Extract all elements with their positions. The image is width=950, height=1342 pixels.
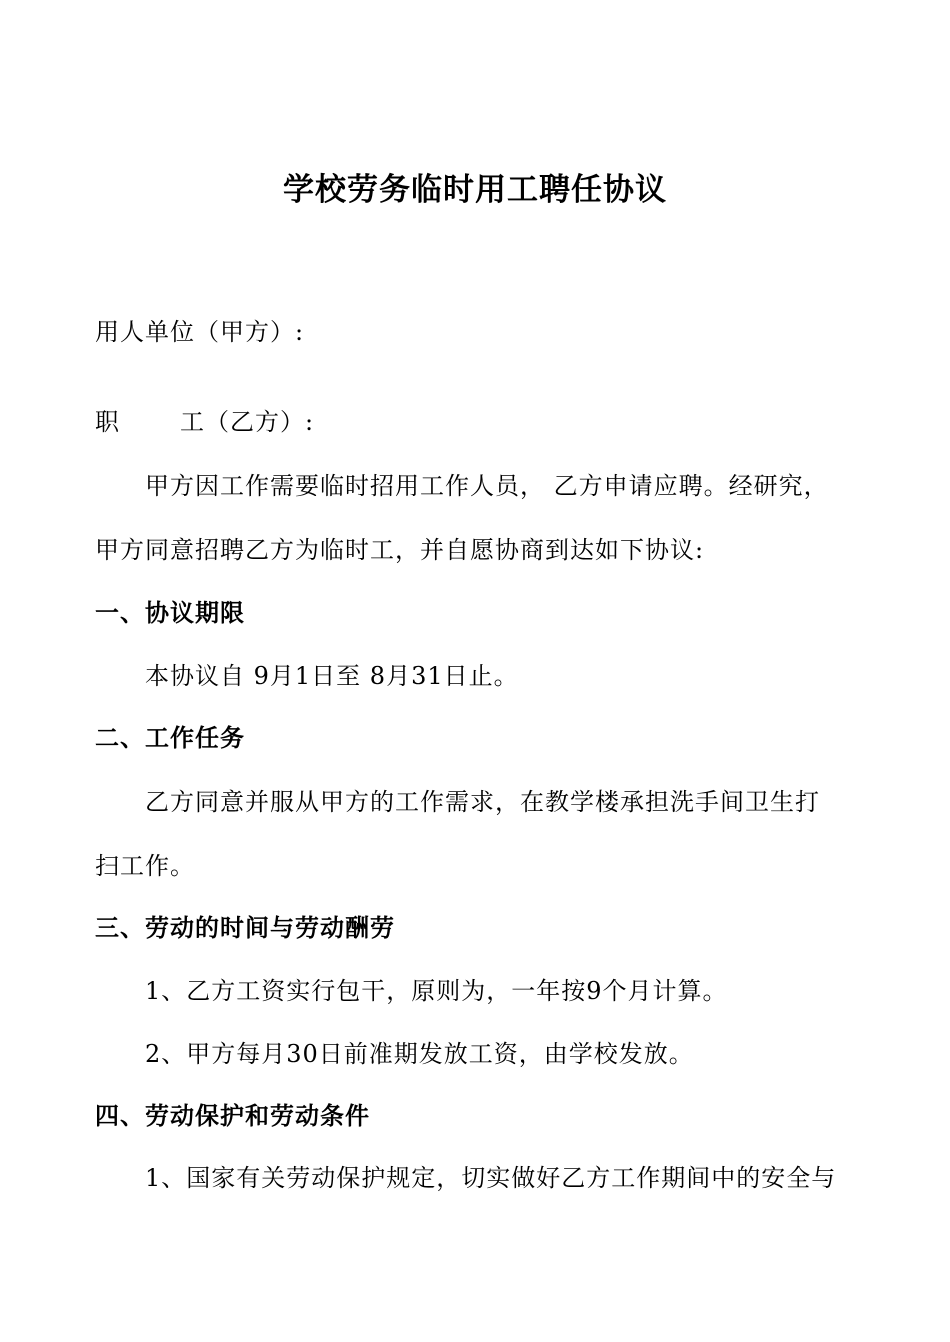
- section-2-heading: 二、工作任务: [95, 723, 245, 752]
- section-3-line-2: 2、甲方每月30日前准期发放工资，由学校发放。: [145, 1040, 694, 1068]
- party-b-suffix: 工（乙方）:: [180, 408, 315, 436]
- intro-line-2: 甲方同意招聘乙方为临时工，并自愿协商到达如下协议:: [95, 536, 705, 564]
- section-3-line-1: 1、乙方工资实行包干，原则为，一年按9个月计算。: [145, 977, 728, 1005]
- section-4-line-1: 1、国家有关劳动保护规定，切实做好乙方工作期间中的安全与: [145, 1164, 837, 1192]
- document-title: 学校劳务临时用工聘任协议: [283, 172, 667, 208]
- party-b-prefix: 职: [95, 408, 120, 436]
- section-2-line-1: 乙方同意并服从甲方的工作需求，在教学楼承担洗手间卫生打: [145, 788, 820, 816]
- section-1-heading: 一、协议期限: [95, 598, 245, 627]
- party-a-line: 用人单位（甲方）:: [95, 318, 305, 346]
- section-1-line-1: 本协议自 9月1日至 8月31日止。: [145, 662, 519, 690]
- section-4-heading: 四、劳动保护和劳动条件: [95, 1101, 370, 1130]
- section-2-line-2: 扫工作。: [95, 852, 195, 880]
- party-b-line: [95, 406, 314, 438]
- intro-line-1: 甲方因工作需要临时招用工作人员， 乙方申请应聘。经研究，: [145, 472, 829, 500]
- section-3-heading: 三、劳动的时间与劳动酬劳: [95, 913, 395, 942]
